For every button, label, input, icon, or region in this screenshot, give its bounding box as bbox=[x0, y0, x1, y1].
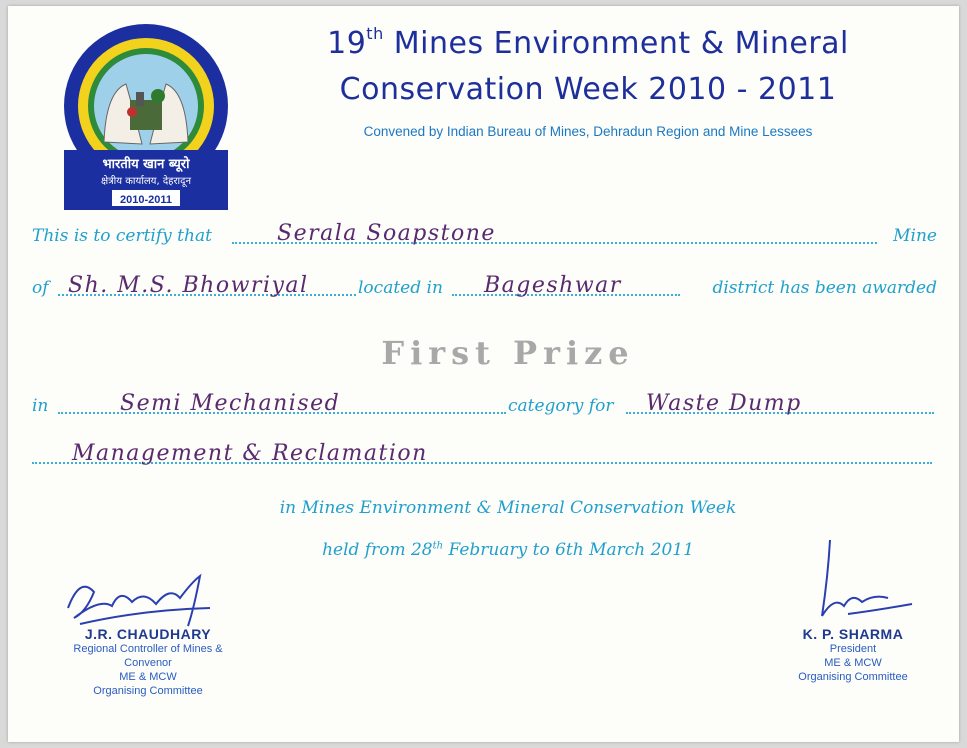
district-name: Bageshwar bbox=[484, 273, 622, 298]
signatory-left-role-1: Regional Controller of Mines & bbox=[73, 643, 223, 655]
signatory-left-role-4: Organising Committee bbox=[93, 685, 203, 697]
signatory-right-role-2: ME & MCW bbox=[824, 657, 882, 669]
logo-year: 2010-2011 bbox=[120, 194, 172, 206]
logo-text-line1: भारतीय खान ब्यूरो bbox=[102, 157, 190, 172]
located-label: located in bbox=[358, 278, 443, 298]
signatory-left-name: J.R. CHAUDHARY bbox=[84, 626, 212, 642]
chaudhary-signature bbox=[60, 568, 230, 632]
title-line-2: Conservation Week 2010 - 2011 bbox=[339, 72, 837, 107]
week-line: in Mines Environment & Mineral Conservation Week bbox=[279, 498, 737, 518]
signature-block-left bbox=[38, 626, 258, 698]
mine-label: Mine bbox=[893, 226, 937, 246]
signatory-left-role-2: Convenor bbox=[124, 657, 172, 669]
signatory-left-role-3: ME & MCW bbox=[119, 671, 177, 683]
convened-by: Convened by Indian Bureau of Mines, Dehradun Region and Mine Lessees bbox=[363, 124, 813, 139]
signatory-right-role-1: President bbox=[829, 643, 877, 655]
district-label: district has been awarded bbox=[712, 278, 937, 298]
owner-line bbox=[32, 264, 937, 304]
prize-title: First Prize bbox=[381, 334, 635, 372]
ibm-logo-emblem bbox=[46, 22, 246, 214]
signatory-right-name: K. P. SHARMA bbox=[802, 626, 904, 642]
held-line: held from 28th February to 6th March 2011 bbox=[322, 540, 694, 560]
for-value-2: Management & Reclamation bbox=[72, 441, 428, 466]
logo-text-line2: क्षेत्रीय कार्यालय, देहरादून bbox=[100, 176, 192, 187]
management-line bbox=[32, 432, 937, 472]
title-line-1: 19th Mines Environment & Mineral bbox=[327, 24, 849, 61]
of-label: of bbox=[32, 278, 49, 298]
sharma-signature bbox=[808, 536, 918, 626]
category-line bbox=[32, 382, 937, 422]
certify-line bbox=[32, 212, 937, 252]
for-value-1: Waste Dump bbox=[646, 391, 802, 416]
certificate bbox=[8, 6, 959, 742]
mine-name: Serala Soapstone bbox=[277, 221, 496, 246]
category-name: Semi Mechanised bbox=[120, 391, 341, 416]
signature-block-right bbox=[768, 626, 938, 684]
category-label: category for bbox=[508, 396, 614, 416]
signatory-right-role-3: Organising Committee bbox=[798, 671, 908, 683]
in-label: in bbox=[32, 396, 49, 416]
owner-name: Sh. M.S. Bhowriyal bbox=[68, 273, 309, 298]
certify-label: This is to certify that bbox=[32, 226, 212, 246]
